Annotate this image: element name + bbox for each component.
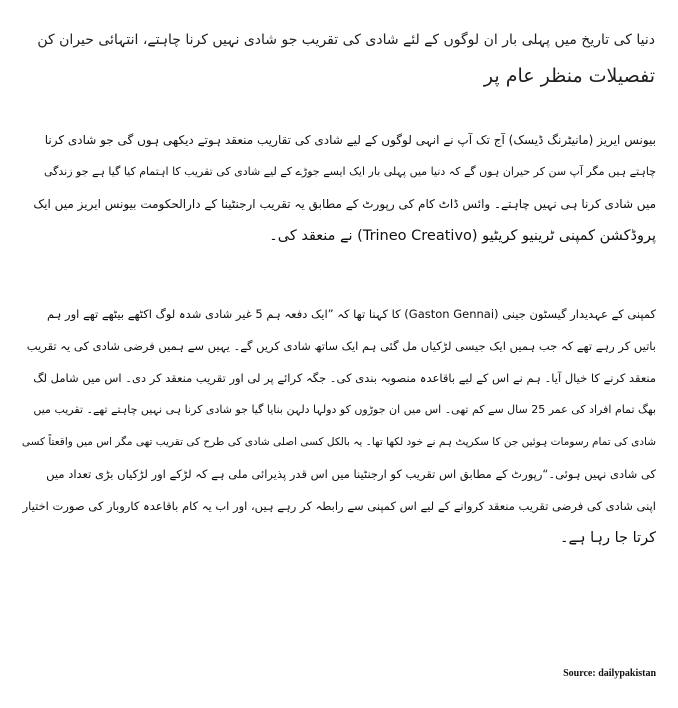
article-paragraph-1 — [22, 124, 656, 252]
headline-line: تفصیلات منظر عام پر — [483, 65, 655, 87]
paragraph-line: منعقد کرنے کا خیال آیا۔ ہم نے اس کے لیے باقاعدہ منصوبہ بندی کی۔ جگہ کرائے پر لی اور تقریب منعقد کر دی۔ اس میں شامل لگ — [33, 371, 656, 385]
source-credit: Source: dailypakistan — [563, 668, 656, 679]
headline-line: دنیا کی تاریخ میں پہلی بار ان لوگوں کے لئے شادی کی تقریب جو شادی نہیں کرنا چاہتے، انتہائی حیران کن — [37, 32, 655, 48]
paragraph-line: شادی کی تمام رسومات ہوئیں جن کا سکرپٹ ہم نے خود لکھا تھا۔ یہ بالکل کسی اصلی شادی کی طرح کی تقریب تھی مگر اس میں واقعتاً کسی — [22, 436, 656, 448]
article-paragraph-2 — [22, 298, 656, 554]
article-headline — [30, 22, 655, 94]
paragraph-line: چاہتے ہیں مگر آپ سن کر حیران ہوں گے کہ دنیا میں پہلی بار ایک ایسے جوڑے کے لیے شادی کی تقریب کا اہتمام کیا گیا ہے جو زندگی — [44, 165, 656, 178]
paragraph-line: میں شادی کرنا ہی نہیں چاہتے۔ وائس ڈاٹ کام کی رپورٹ کے مطابق یہ تقریب ارجنٹینا کے دارالحکومت بیونس ایریز میں ایک — [33, 197, 656, 211]
paragraph-line: اپنی شادی کی فرضی تقریب منعقد کروانے کے لیے اس کمپنی سے رابطہ کر رہے ہیں، اور اب یہ کام باقاعدہ کاروبار کی صورت اختیار — [22, 499, 656, 513]
paragraph-line: کرتا جا رہا ہے۔ — [560, 530, 656, 546]
paragraph-line: کی شادی نہیں ہوئی۔“رپورٹ کے مطابق اس تقریب کو ارجنٹینا میں اس قدر پذیرائی ملی ہے کہ لڑکے اور لڑکیاں بڑی تعداد میں — [46, 467, 656, 481]
paragraph-line: بھگ تمام افراد کی عمر 25 سال سے کم تھی۔ اس میں ان جوڑوں کو دولہا دلہن بنایا گیا جو شادی کرنا ہی نہیں چاہتے تھے۔ تقریب میں — [33, 403, 656, 416]
paragraph-line: باتیں کر رہے تھے کہ جب ہمیں ایک جیسی لڑکیاں مل گئی ہم ایک ساتھ شادی کریں گے۔ یہیں سے ہمیں فرضی شادی کی یہ تقریب — [26, 339, 656, 353]
paragraph-line: بیونس ایریز (مانیٹرنگ ڈیسک) آج تک آپ نے انہی لوگوں کے لیے شادی کی تقاریب منعقد ہوتے دیکھی ہوں گی جو شادی کرنا — [44, 133, 656, 147]
paragraph-line: کمپنی کے عہدیدار گیسٹون جینی (Gaston Gennai) کا کہنا تھا کہ ”ایک دفعہ ہم 5 غیر شادی شدہ لوگ اکٹھے بیٹھے تھے اور ہم — [46, 307, 656, 321]
paragraph-line: پروڈکشن کمپنی ٹرینیو کریٹیو (Trineo Creativo) نے منعقد کی۔ — [269, 228, 656, 244]
